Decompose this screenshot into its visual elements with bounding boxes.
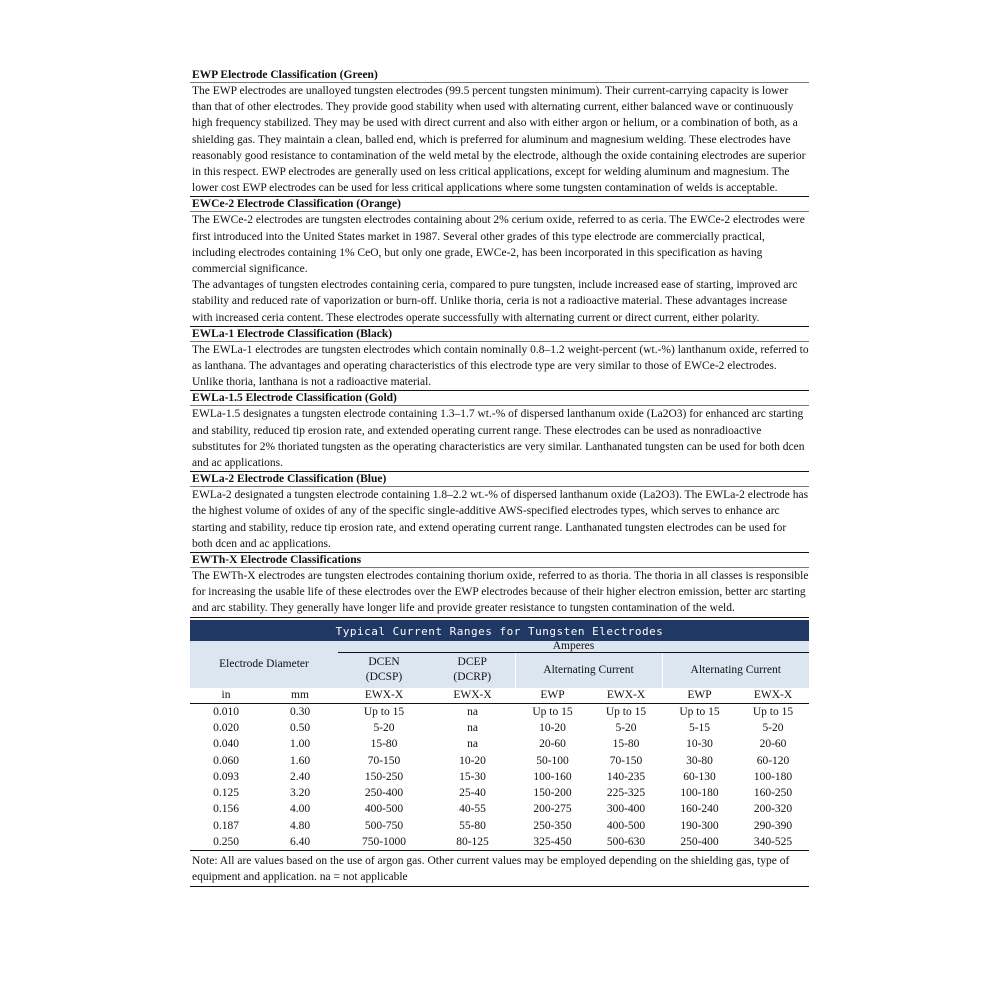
section-title: EWP Electrode Classification (Green) [190,68,809,83]
table-cell: Up to 15 [605,705,647,718]
table-cell: 0.010 [213,705,239,718]
table-cell: na [467,738,478,751]
table-cell: 20-60 [539,738,566,751]
table-cell: 290-390 [753,819,793,832]
table-cell: 4.00 [289,803,311,816]
table-cell: 200-275 [533,803,572,816]
table-cell: 6.40 [262,834,338,851]
table-row [190,703,809,720]
table-cell: 250-400 [662,834,737,851]
unit-cell: EWX-X [737,688,809,704]
section-paragraph: The EWP electrodes are unalloyed tungsten electrodes (99.5 percent tungsten minimum). Their current-carrying capacity is lower than that of other electrodes. They provide good stability when used with alternating current, either balanced wave or continuously high frequency stabilized. They may be used with direct current and also with either argon or helium, or a combination of both, as a shielding gas. They maintain a clean, balled end, which is preferred for aluminum and magnesium welding. These electrodes have reasonably good resistance to contamination of the weld metal by the electrode, although the oxide containing electrodes are superior in this respect. EWP electrodes are generally used on less critical applications, except for welding aluminum and magnesium. The lower cost EWP electrodes can be used for less critical applications where some tungsten contamination of welds is acceptable. [192,85,806,195]
section-paragraph: The EWCe-2 electrodes are tungsten electrodes containing about 2% cerium oxide, referred to as ceria. The EWCe-2 electrodes were first introduced into the United States market in 1987. Several other grades of this type electrode are commercially practical, including electrodes containing 1% CeO, but only one grade, EWCe-2, has been incorporated in this specification as having commercial significance. [192,214,805,276]
table-title: Typical Current Ranges for Tungsten Electrodes [190,620,809,641]
table-cell: 15-80 [370,738,398,751]
table-cell: 50-100 [536,754,569,767]
table-cell: 10-20 [459,754,486,767]
table-cell: 400-500 [606,819,646,832]
section-paragraph: The advantages of tungsten electrodes containing ceria, compared to pure tungsten, include increased ease of starting, improved arc stability and reduced rate of vaporization or burn-off. Unlike thoria, ceria is not a radioactive material. These advantages increase with increased ceria content. These electrodes operate successfully with alternating current or direct current, either polarity. [192,279,798,324]
table-cell: 5-20 [373,721,395,734]
classification-section [190,327,809,392]
unit-cell: EWX-X [430,688,515,704]
table-row [190,720,809,736]
table-cell: 70-150 [367,754,401,767]
unit-cell: EWP [515,688,590,704]
table-cell: 1.00 [289,738,311,751]
table-row [190,769,809,785]
classification-section [190,553,809,618]
table-cell: 5-20 [762,721,784,734]
table-cell: 200-320 [753,803,793,816]
table-cell: na [467,721,478,734]
section-paragraph: EWLa-1.5 designates a tungsten electrode containing 1.3–1.7 wt.-% of dispersed lanthanum oxide (La2O3) for enhanced arc starting and stability, reduced tip erosion rate, and extended operating current range. These electrodes can be used as nonradioactive substitutes for 2% thoriated tungsten as the operating characteristics are very similar. Lanthanated tungsten can be used for both dcen and ac applications. [192,408,805,470]
sections [190,68,809,618]
table-cell: 0.250 [190,834,262,851]
document [190,68,809,887]
section-title: EWTh-X Electrode Classifications [190,553,809,568]
table-cell: 0.156 [213,803,239,816]
table-cell: 250-400 [364,787,404,800]
table-cell: 400-500 [364,803,404,816]
table-cell: 4.80 [289,819,311,832]
table-cell: 100-160 [533,770,572,783]
table-cell: 15-30 [459,770,486,783]
section-paragraph: The EWTh-X electrodes are tungsten electrodes containing thorium oxide, referred to as thoria. The thoria in all classes is responsible for increasing the usable life of these electrodes over the EWP electrodes because of their higher electron emission, better arc starting and arc stability. They generally have longer life and provide greater resistance to tungsten contamination of the weld. [192,570,809,615]
table-cell: 3.20 [289,787,311,800]
table-cell: 70-150 [609,754,643,767]
table-cell: 25-40 [459,787,486,800]
table-row [190,801,809,817]
classification-section [190,472,809,553]
alternating-current-header-1: Alternating Current [515,652,662,688]
current-ranges-table-block [190,620,809,888]
table-cell: 1.60 [289,754,311,767]
table-cell: Up to 15 [363,705,405,718]
table-cell: 0.50 [289,721,311,734]
classification-section [190,68,809,197]
table-cell: 60-120 [756,754,790,767]
table-cell: 30-80 [686,754,713,767]
table-cell: 0.040 [213,738,239,751]
unit-cell: in [190,688,262,704]
table-cell: 250-350 [533,819,572,832]
table-cell: 160-250 [753,787,793,800]
table-cell: Up to 15 [752,705,794,718]
table-cell: 40-55 [459,803,486,816]
table-cell: 500-630 [590,834,662,851]
table-cell: 15-80 [612,738,640,751]
table-cell: 5-20 [615,721,637,734]
unit-cell: EWP [662,688,737,704]
unit-row [190,688,809,704]
classification-section [190,391,809,472]
table-cell: 20-60 [759,738,787,751]
classification-section [190,197,809,326]
section-title: EWLa-1 Electrode Classification (Black) [190,327,809,342]
table-cell: 0.125 [213,787,239,800]
table-cell: 10-30 [686,738,713,751]
table-cell: na [467,705,478,718]
table-cell: Up to 15 [679,705,720,718]
table-cell: 190-300 [680,819,719,832]
section-title: EWLa-1.5 Electrode Classification (Gold) [190,391,809,406]
amperes-header: Amperes [338,641,809,653]
table-cell: 0.187 [213,819,239,832]
table-body [190,703,809,851]
section-paragraph: The EWLa-1 electrodes are tungsten electrodes which contain nominally 0.8–1.2 weight-percent (wt.-%) lanthanum oxide, referred to as lanthana. The advantages and operating characteristics of this electrode type are very similar to those of EWCe-2 electrodes. Unlike thoria, lanthana is not a radioactive material. [192,343,809,389]
table-cell: 340-525 [737,834,809,851]
unit-cell: EWX-X [338,688,430,704]
table-cell: 0.060 [213,754,239,767]
table-note: Note: All are values based on the use of argon gas. Other current values may be employed depending on the shielding gas, type of equipment and application. na = not applicable [190,851,809,887]
dcep-label: DCEP (DCRP) [453,656,492,684]
unit-cell: EWX-X [590,688,662,704]
dcep-header [430,652,515,688]
table-cell: 0.093 [213,770,239,783]
table-cell: 160-240 [680,803,719,816]
table-cell: 0.30 [289,705,311,718]
table-row [190,753,809,769]
table-cell: 150-200 [533,787,572,800]
table-cell: 2.40 [289,770,311,783]
unit-cell: mm [262,688,338,704]
table-cell: 325-450 [515,834,590,851]
electrode-diameter-header: Electrode Diameter [219,657,309,670]
table-row [190,834,809,851]
table-cell: 60-130 [683,770,716,783]
table-row [190,785,809,801]
table-row [190,818,809,834]
table-row [190,736,809,752]
table-cell: 100-180 [753,770,793,783]
section-title: EWCe-2 Electrode Classification (Orange) [190,197,809,212]
current-ranges-table [190,641,809,852]
table-cell: 55-80 [459,819,486,832]
dcen-header [338,652,430,688]
section-title: EWLa-2 Electrode Classification (Blue) [190,472,809,487]
alternating-current-header-2: Alternating Current [662,652,809,688]
section-paragraph: EWLa-2 designated a tungsten electrode containing 1.8–2.2 wt.-% of dispersed lanthanum oxide (La2O3). The EWLa-2 electrode has the highest volume of oxides of any of the specific single-additive AWS-specified electrodes types, which serves to enhance arc starting and stability, reduce tip erosion rate, and extend operating current range. Lanthanated tungsten electrodes can be used for both dcen and ac applications. [192,489,809,550]
table-cell: 225-325 [606,787,646,800]
table-cell: 5-15 [688,721,711,734]
table-cell: 80-125 [430,834,515,851]
table-cell: 0.020 [213,721,239,734]
table-cell: 300-400 [606,803,646,816]
table-cell: 140-235 [606,770,646,783]
table-cell: 750-1000 [338,834,430,851]
table-cell: 500-750 [364,819,404,832]
dcen-label: DCEN (DCSP) [365,656,403,684]
table-cell: 10-20 [539,721,566,734]
table-cell: 150-250 [364,770,404,783]
table-cell: Up to 15 [532,705,573,718]
table-cell: 100-180 [680,787,719,800]
